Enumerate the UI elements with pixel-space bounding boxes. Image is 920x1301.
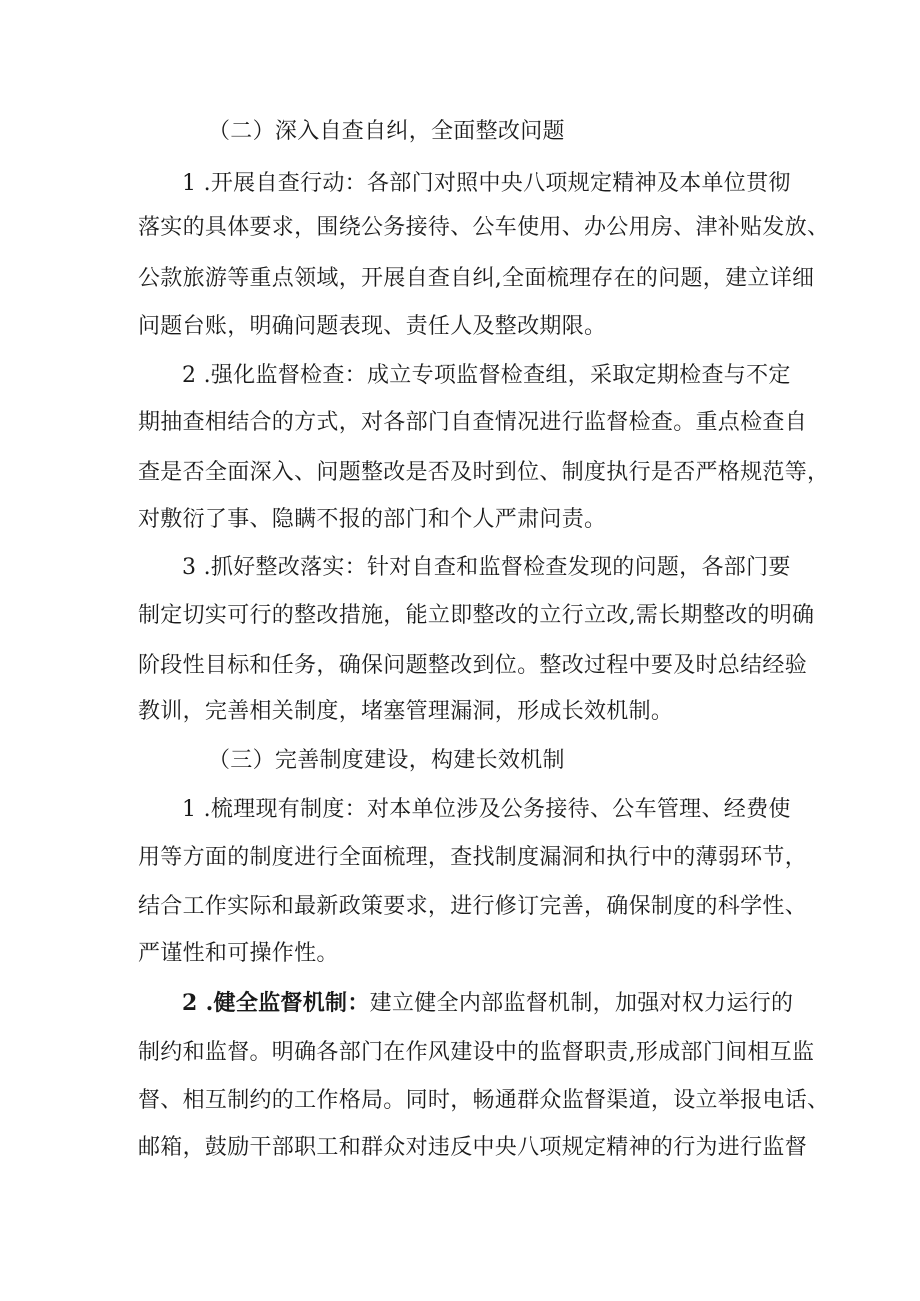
paragraph-line: 落实的具体要求，围绕公务接待、公车使用、办公用房、津补贴发放、 — [138, 215, 830, 240]
paragraph-line: 制定切实可行的整改措施，能立即整改的立行立改,需长期整改的明确 — [138, 603, 815, 628]
section-heading: （二）深入自查自纠，全面整改问题 — [208, 119, 565, 144]
paragraph-line: 严谨性和可操作性。 — [138, 941, 339, 966]
paragraph-line: 公款旅游等重点领域，开展自查自纠,全面梳理存在的问题，建立详细 — [138, 266, 815, 291]
paragraph-line: 督、相互制约的工作格局。同时，畅通群众监督渠道，设立举报电话、 — [138, 1088, 830, 1113]
paragraph-line: 用等方面的制度进行全面梳理，查找制度漏洞和执行中的薄弱环节， — [138, 845, 808, 870]
paragraph-line: 1 .梳理现有制度：对本单位涉及公务接待、公车管理、经费使 — [182, 797, 791, 822]
paragraph-line: 教训，完善相关制度，堵塞管理漏洞，形成长效机制。 — [138, 699, 674, 724]
paragraph-line: 期抽查相结合的方式，对各部门自查情况进行监督检查。重点检查自 — [138, 410, 808, 435]
paragraph-line: 阶段性目标和任务，确保问题整改到位。整改过程中要及时总结经验 — [138, 653, 808, 678]
paragraph-line: 1 .开展自查行动：各部门对照中央八项规定精神及本单位贯彻 — [182, 171, 791, 196]
paragraph-line: 查是否全面深入、问题整改是否及时到位、制度执行是否严格规范等， — [138, 460, 830, 485]
section-heading: （三）完善制度建设，构建长效机制 — [208, 748, 565, 773]
bold-lead: 2 .健全监督机制： — [182, 990, 370, 1016]
paragraph-line: 邮箱，鼓励干部职工和群众对违反中央八项规定精神的行为进行监督 — [138, 1135, 808, 1160]
paragraph-line: 制约和监督。明确各部门在作风建设中的监督职责,形成部门间相互监 — [138, 1040, 815, 1065]
paragraph-line: 结合工作实际和最新政策要求，进行修订完善，确保制度的科学性、 — [138, 894, 808, 919]
paragraph-line — [182, 988, 793, 1019]
paragraph-line: 2 .强化监督检查：成立专项监督检查组，采取定期检查与不定 — [182, 363, 791, 388]
paragraph-text: 建立健全内部监督机制，加强对权力运行的 — [369, 991, 794, 1016]
paragraph-line: 对敷衍了事、隐瞒不报的部门和个人严肃问责。 — [138, 507, 607, 532]
paragraph-line: 3 .抓好整改落实：针对自查和监督检查发现的问题，各部门要 — [182, 555, 791, 580]
paragraph-line: 问题台账，明确问题表现、责任人及整改期限。 — [138, 314, 607, 339]
